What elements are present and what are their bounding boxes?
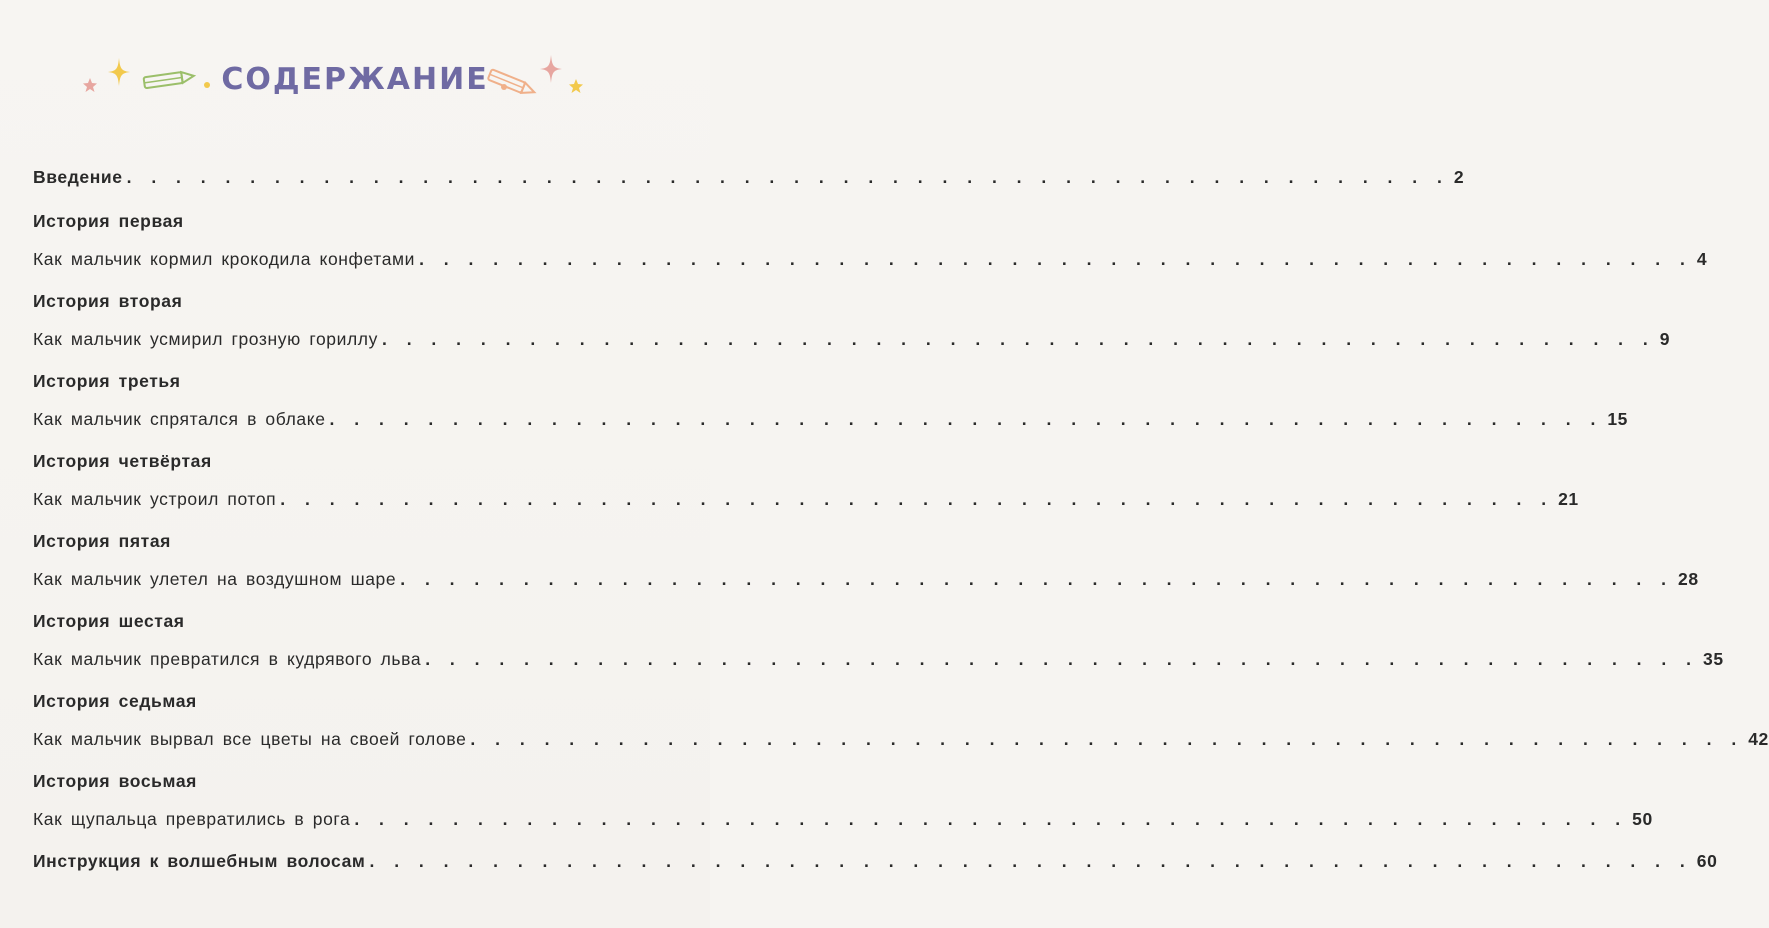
toc-story-heading-row[interactable] <box>33 754 643 792</box>
header <box>70 50 640 110</box>
sparkle-icon <box>540 55 562 83</box>
toc-story-heading: История четвёртая <box>33 451 212 471</box>
toc-story-group <box>33 594 1724 670</box>
toc-story-heading: История восьмая <box>33 771 197 791</box>
toc-story-page: 15 <box>1607 409 1628 429</box>
toc-story-title: Как мальчик усмирил грозную гориллу <box>33 329 378 349</box>
toc-story-heading: История шестая <box>33 611 185 631</box>
toc-story-heading-row[interactable] <box>33 434 643 472</box>
toc-story-entry[interactable] <box>33 712 1769 750</box>
toc-story-entry[interactable] <box>33 632 1724 670</box>
toc-story-heading: История вторая <box>33 291 183 311</box>
dot-leader: . . . . . . . . . . . . . . . . . . . . . . . . . . . . . . . . . . . . . . . . . . . . . . . . . . . . . . <box>126 167 1448 187</box>
toc-entry-intro[interactable] <box>33 150 1465 188</box>
toc-story-title: Как мальчик превратился в кудрявого льва <box>33 649 422 669</box>
toc-outro-page: 60 <box>1696 851 1718 871</box>
toc-intro-page: 2 <box>1453 167 1465 187</box>
dot-leader: . . . . . . . . . . . . . . . . . . . . . . . . . . . . . . . . . . . . . . . . . . . . . . . . . . . . <box>419 249 1691 269</box>
toc-story-heading: История седьмая <box>33 691 197 711</box>
toc-entry-outro[interactable] <box>33 834 1718 872</box>
toc-story-page: 28 <box>1678 569 1699 589</box>
table-of-contents <box>33 150 1769 872</box>
toc-story-heading-row[interactable] <box>33 274 643 312</box>
toc-story-group <box>33 354 1628 430</box>
toc-story-title: Как мальчик устроил потоп <box>33 489 277 509</box>
star-icon <box>568 78 584 94</box>
dot-leader: . . . . . . . . . . . . . . . . . . . . . . . . . . . . . . . . . . . . . . . . . . . . . . . . . . . . <box>400 569 1673 589</box>
toc-story-page: 35 <box>1702 649 1724 669</box>
dot-leader: . . . . . . . . . . . . . . . . . . . . . . . . . . . . . . . . . . . . . . . . . . . . . . . . . . . . <box>425 649 1697 669</box>
toc-story-group <box>33 274 1671 350</box>
toc-story-page: 9 <box>1659 329 1671 349</box>
toc-story-entry[interactable] <box>33 312 1671 350</box>
dot-leader: . . . . . . . . . . . . . . . . . . . . . . . . . . . . . . . . . . . . . . . . . . . . . . . . . . . . <box>470 729 1743 749</box>
toc-story-heading-row[interactable] <box>33 194 643 232</box>
toc-story-entry[interactable] <box>33 792 1653 830</box>
toc-story-title: Как мальчик спрятался в облаке <box>33 409 326 429</box>
dot-leader: . . . . . . . . . . . . . . . . . . . . . . . . . . . . . . . . . . . . . . . . . . . . . . . . . . . . . . <box>369 851 1691 871</box>
toc-story-title: Как мальчик улетел на воздушном шаре <box>33 569 397 589</box>
toc-story-heading: История третья <box>33 371 181 391</box>
toc-story-heading-row[interactable] <box>33 354 643 392</box>
toc-story-heading: История первая <box>33 211 184 231</box>
toc-story-title: Как мальчик вырвал все цветы на своей голове <box>33 729 467 749</box>
dot-leader: . . . . . . . . . . . . . . . . . . . . . . . . . . . . . . . . . . . . . . . . . . . . . . . . . . . . <box>381 329 1654 349</box>
toc-story-heading-row[interactable] <box>33 674 643 712</box>
toc-story-heading-row[interactable] <box>33 514 643 552</box>
toc-story-entry[interactable] <box>33 392 1628 430</box>
toc-story-group <box>33 514 1699 590</box>
toc-story-entry[interactable] <box>33 552 1699 590</box>
toc-story-page: 50 <box>1632 809 1653 829</box>
toc-story-entry[interactable] <box>33 472 1579 510</box>
dot-leader: . . . . . . . . . . . . . . . . . . . . . . . . . . . . . . . . . . . . . . . . . . . . . . . . . . . . <box>280 489 1553 509</box>
dot-leader: . . . . . . . . . . . . . . . . . . . . . . . . . . . . . . . . . . . . . . . . . . . . . . . . . . . . <box>329 409 1602 429</box>
toc-story-group <box>33 434 1579 510</box>
toc-story-title: Как щупальца превратились в рога <box>33 809 351 829</box>
toc-story-heading: История пятая <box>33 531 171 551</box>
dot-leader: . . . . . . . . . . . . . . . . . . . . . . . . . . . . . . . . . . . . . . . . . . . . . . . . . . . . <box>354 809 1627 829</box>
toc-story-group <box>33 674 1769 750</box>
toc-story-page: 42 <box>1748 729 1769 749</box>
toc-story-page: 4 <box>1696 249 1708 269</box>
toc-story-heading-row[interactable] <box>33 594 643 632</box>
pencil-icon <box>482 68 538 98</box>
page-title: СОДЕРЖАНИЕ <box>221 62 489 97</box>
toc-story-title: Как мальчик кормил крокодила конфетами <box>33 249 416 269</box>
toc-story-entry[interactable] <box>33 232 1708 270</box>
toc-intro-label: Введение <box>33 167 123 187</box>
toc-outro-label: Инструкция к волшебным волосам <box>33 851 366 871</box>
toc-story-group <box>33 754 1653 830</box>
toc-story-group <box>33 194 1708 270</box>
toc-story-page: 21 <box>1558 489 1579 509</box>
